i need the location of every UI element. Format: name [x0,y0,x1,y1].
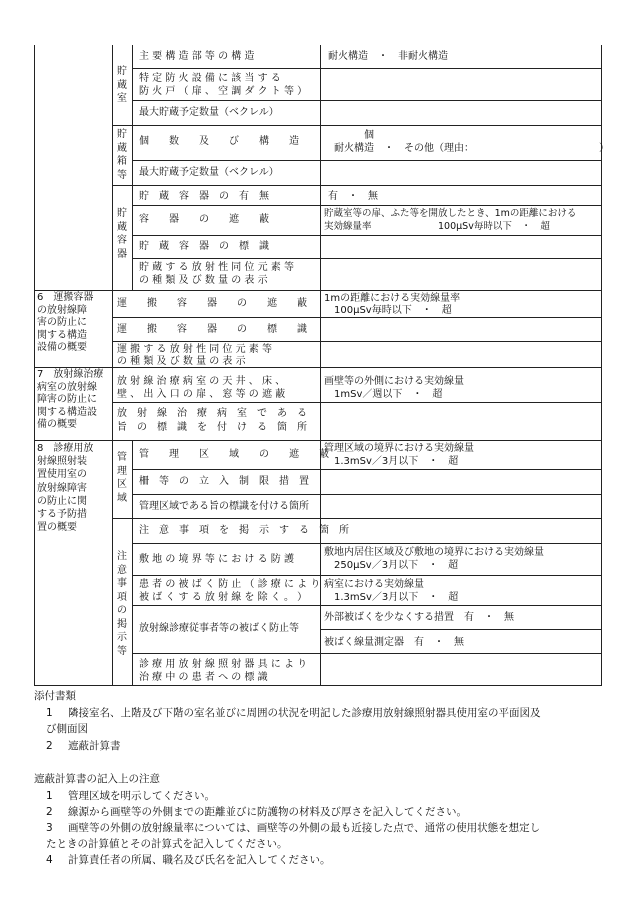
row-value: 耐火構造 ・ 非耐火構造 [328,51,448,62]
row-value: 画壁等の外側における実効線量 [324,376,464,387]
row-line [132,469,602,470]
row-item: 管理区域である旨の標識を付ける箇所 [139,501,309,512]
calc-note-text: 計算責任者の所属、職名及び氏名を記入してください。 [68,854,331,866]
row-line [132,653,602,654]
calc-note-text: 画壁等の外側の放射線量率については、画壁等の外側の最も近接した点で、通常の使用状態を想定し [68,822,541,834]
row-value: 敷地内居住区域及び敷地の境界における実効線量 [324,547,544,558]
row-item: 管 理 区 域 の 遮 蔽 [139,449,329,460]
row-item: 放射線診療従事者等の被ばく防止等 [139,623,299,634]
row-value: 被ばく線量測定器 有 ・ 無 [324,637,464,648]
row-item: 被 ば く す る 放 射 線 を 除 く 。 ） [139,592,308,603]
storage-container-label: 貯 蔵 容 器 [117,208,127,260]
row-line [132,205,602,206]
row-value: 実効線量率 100μSv毎時以下 ・ 超 [324,221,550,232]
section7-title: 7 放射線治療 病室の放射線 障害の防止に 関する構造設 備の概要 [37,369,104,430]
row-item: 運 搬 す る 放 射 性 同 位 元 素 等 [117,344,272,355]
section6-title: 6 運搬容器 の放射線障 害の防止に 関する構造 設備の概要 [37,292,94,353]
row-item: 放 射 線 治 療 病 室 の 天 井 、 床 、 [117,376,286,387]
border-bottom [34,685,602,686]
row-value: 1mSv／週以下 ・ 超 [324,389,443,400]
row-item: 敷 地 の 境 界 等 に お け る 防 護 [139,554,294,565]
sep-group-box [112,125,602,126]
calc-note-num: 1 [46,790,53,802]
row-line [112,402,602,403]
row-value: 1.3mSv／3月以下 ・ 超 [324,456,459,467]
row-value: 管理区域の境界における実効線量 [324,443,474,454]
attachment-num: 1 [46,707,53,719]
row-value: 病室における実効線量 [324,579,424,590]
attachments-heading: 添付書類 [34,690,76,702]
row-item: 貯 蔵 す る 放 射 性 同 位 元 素 等 [139,262,294,273]
row-value: 250μSv／3月以下 ・ 超 [324,560,459,571]
row-line [132,68,602,69]
row-value: 100μSv毎時以下 ・ 超 [324,305,452,316]
row-line [132,235,602,236]
attachment-text: 遮蔽計算書 [68,740,121,752]
storage-room-label: 貯 蔵 室 [117,66,127,104]
row-line [132,494,602,495]
sep-section8 [34,440,602,441]
row-item: の 種 類 及 び 数 量 の 表 示 [117,356,246,367]
caution-label: 注 意 事 項 の 掲 示 等 [117,551,127,657]
row-item: 最大貯蔵予定数量（ベクレル） [139,107,279,118]
row-line [132,575,602,576]
row-line [112,341,602,342]
calc-heading: 遮蔽計算書の記入上の注意 [34,773,160,785]
divider-sub-upper [132,45,133,290]
row-item: 運 搬 容 器 の 遮 蔽 [117,298,307,309]
sep-group-caution [112,518,602,519]
row-value: 耐火構造 ・ その他（理由： ） [334,143,609,154]
attachment-num: 2 [46,740,53,752]
control-area-label: 管 理 区 域 [117,452,127,504]
row-value: 外部被ばくを少なくする措置 有 ・ 無 [324,612,514,623]
row-value: 貯蔵室等の扉、ふた等を開放したとき、1mの距離における [324,208,577,219]
row-item: 壁 、 出 入 口 の 扉 、 窓 等 の 遮 蔽 [117,389,286,400]
row-item: 運 搬 容 器 の 標 識 [117,324,307,335]
row-item: 主 要 構 造 部 等 の 構 造 [139,51,255,62]
row-item: 貯 蔵 容 器 の 有 無 [139,191,269,202]
calc-note-text: 線源から画壁等の外側までの距離並びに防護物の材料及び厚さを記入してください。 [68,806,467,818]
row-item: 防 火 戸 （ 扉 、 空 調 ダ ク ト 等 ） [139,86,308,97]
row-line [132,100,602,101]
row-value: 個 [364,130,374,141]
form-table [34,45,609,686]
storage-box-label: 貯 蔵 箱 等 [117,129,127,181]
row-item: 旨 の 標 識 を 付 け る 箇 所 [117,422,307,433]
row-line [132,258,602,259]
border-left [34,45,35,686]
row-item: の 種 類 及 び 数 量 の 表 示 [139,275,268,286]
row-line [132,543,602,544]
row-item: 治 療 中 の 患 者 へ の 標 識 [139,672,268,683]
section8-title: 8 診療用放 射線照射装 置使用室の 放射線障害 の防止に関 する予防措 置の概要 [37,443,94,534]
divider-col1 [112,45,113,686]
calc-note-text: たときの計算値とその計算式を記入してください。 [46,838,288,850]
row-item: 放 射 線 治 療 病 室 で あ る [117,408,307,419]
calc-note-num: 3 [46,822,53,834]
calc-note-num: 2 [46,806,53,818]
sep-group-container [112,185,602,186]
row-line-value-split [320,629,602,630]
attachment-text: 隣接室名、上階及び下階の室名並びに周囲の状況を明記した診療用放射線照射器具使用室の平面図及 [68,707,541,719]
row-item: 容 器 の 遮 蔽 [139,214,269,225]
attachment-text: び側面図 [46,723,88,735]
calc-note-num: 4 [46,854,53,866]
row-item: 患 者 の 被 ば く 防 止 （ 診 療 に よ り [139,579,321,590]
row-value: 有 ・ 無 [328,191,378,202]
row-item: 個 数 及 び 構 造 [139,136,299,147]
row-line [112,317,602,318]
divider-sub-lower [132,440,133,686]
row-line [132,160,602,161]
row-item: 診 療 用 放 射 線 照 射 器 具 に よ り [139,659,308,670]
row-item: 最大貯蔵予定数量（ベクレル） [139,167,279,178]
row-value: 1.3mSv／3月以下 ・ 超 [324,592,459,603]
calc-note-text: 管理区域を明示してください。 [68,790,215,802]
row-item: 柵 等 の 立 入 制 限 措 置 [139,476,309,487]
row-item: 注 意 事 項 を 掲 示 す る 箇 所 [139,525,349,536]
row-item: 特 定 防 火 設 備 に 該 当 す る [139,73,281,84]
row-item: 貯 蔵 容 器 の 標 識 [139,241,269,252]
row-line [132,605,602,606]
row-value: 1mの距離における実効線量率 [324,293,461,304]
sep-section6 [34,290,602,291]
